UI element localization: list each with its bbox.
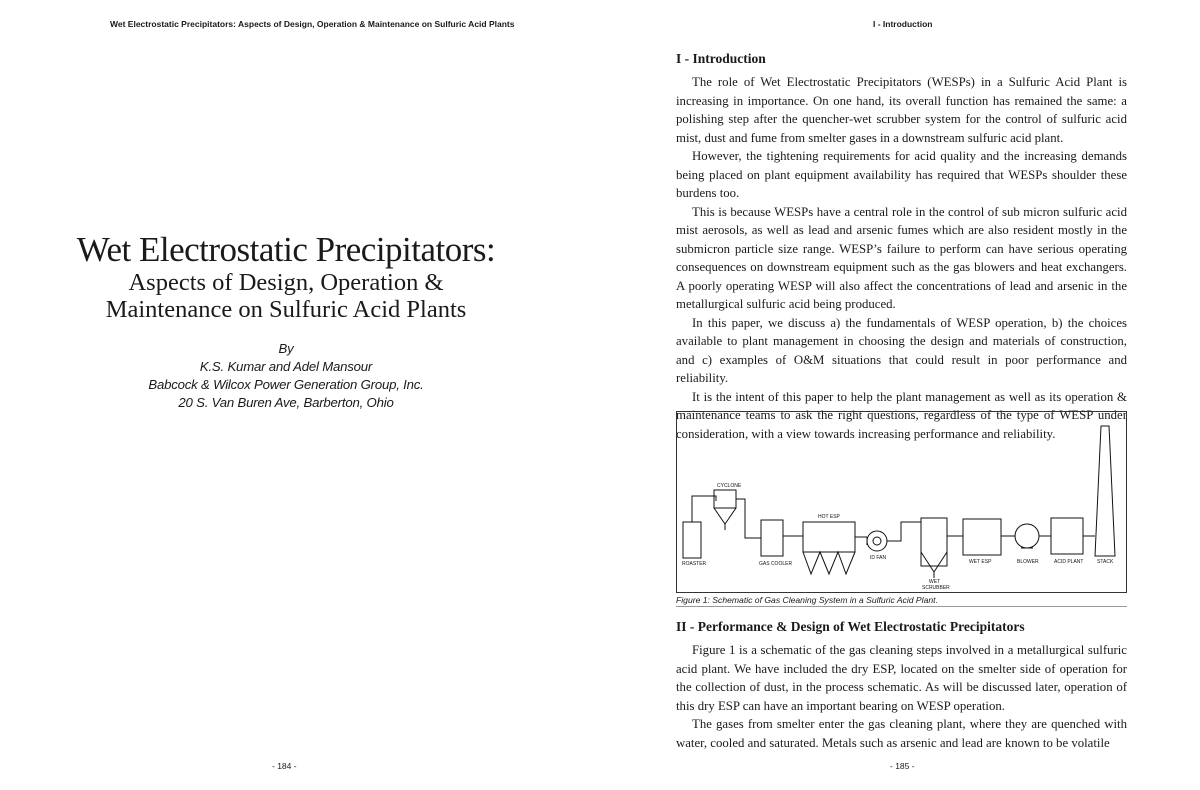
cyclone-unit — [714, 490, 736, 508]
label-wet-scrubber-2: SCRUBBER — [922, 585, 950, 591]
right-page-number: - 185 - — [890, 761, 915, 771]
acid-plant-unit — [1051, 518, 1083, 554]
paragraph: This is because WESPs have a central role in the control of sub micron sulfuric acid mist aerosols, as well as lead and arsenic fumes which are also resident mostly in the submicron particle size range. WESP’s failure to perform can have serious operating consequences on downstream equipment such as the gas blowers and heat exchangers. A poorly operating WESP will also affect the concentrations of lead and arsenic in the metallurgical sulfuric acid being produced. — [676, 204, 1127, 311]
paragraph: In this paper, we discuss a) the fundamentals of WESP operation, b) the choices available to plant management in choosing the design and materials of construction, and c) examples of O&M situations that could result in poor performance and reliability. — [676, 315, 1127, 385]
wet-esp-unit — [963, 519, 1001, 555]
label-hot-esp: HOT ESP — [818, 514, 840, 520]
figure-1-schematic — [676, 411, 1127, 593]
caption-rule — [676, 606, 1127, 607]
byline — [0, 340, 572, 412]
section-2-body — [676, 641, 1127, 752]
id-fan-unit — [867, 531, 887, 551]
paper-title — [0, 231, 572, 323]
title-line-3: Maintenance on Sulfuric Acid Plants — [105, 296, 467, 323]
section-2-heading: II - Performance & Design of Wet Electrostatic Precipitators — [676, 619, 1025, 634]
figure-1-caption: Figure 1: Schematic of Gas Cleaning System in a Sulfuric Acid Plant. — [676, 595, 938, 605]
left-page-number: - 184 - — [272, 761, 297, 771]
label-gas-cooler: GAS COOLER — [759, 561, 793, 567]
gas-cleaning-schematic — [677, 412, 1128, 594]
paragraph: Figure 1 is a schematic of the gas cleaning steps involved in a metallurgical sulfuric acid plant. We have included the dry ESP, located on the smelter side of operation for the collection of dust, in the process schematic. As will be discussed later, operation of this dry ESP can have an important bearing on WESP operation. — [676, 643, 1127, 713]
label-blower: BLOWER — [1017, 559, 1039, 565]
roaster-unit — [683, 522, 701, 558]
label-wet-scrubber-1: WET — [929, 579, 941, 585]
section-1-heading: I - Introduction — [676, 51, 766, 66]
paragraph: The gases from smelter enter the gas cleaning plant, where they are quenched with water, cooled and saturated. Metals such as arsenic and lead are known to be volatile — [676, 717, 1127, 750]
title-line-1: Wet Electrostatic Precipitators: — [76, 230, 496, 269]
label-acid-plant: ACID PLANT — [1054, 559, 1084, 565]
authors: K.S. Kumar and Adel Mansour — [199, 359, 373, 374]
address: 20 S. Van Buren Ave, Barberton, Ohio — [178, 395, 394, 410]
right-running-head: I - Introduction — [873, 19, 933, 29]
label-id-fan: ID FAN — [870, 555, 887, 561]
label-roaster: ROASTER — [682, 561, 707, 567]
hot-esp-unit — [803, 522, 855, 552]
section-1-body — [676, 73, 1127, 443]
label-stack: STACK — [1097, 559, 1114, 565]
gas-cooler-unit — [761, 520, 783, 556]
paragraph: It is the intent of this paper to help the plant management as well as its operation & maintenance teams to ask the right questions, regardless of the type of WESP under consideration, with a view towards increasing performance and reliability. — [676, 389, 1127, 441]
stack-unit — [1095, 426, 1115, 556]
by-label: By — [278, 341, 294, 356]
label-wet-esp: WET ESP — [969, 559, 992, 565]
label-cyclone: CYCLONE — [717, 483, 742, 489]
title-line-2: Aspects of Design, Operation & — [128, 269, 444, 296]
blower-unit — [1015, 524, 1039, 548]
paragraph: However, the tightening requirements for acid quality and the increasing demands being placed on plant equipment availability has required that WESPs shoulder these burdens too. — [676, 149, 1127, 200]
organization: Babcock & Wilcox Power Generation Group, Inc. — [148, 377, 424, 392]
paragraph: The role of Wet Electrostatic Precipitators (WESPs) in a Sulfuric Acid Plant is increasing in importance. On one hand, its overall function has remained the same: a polishing step after the quencher-wet scrubber system for the control of sulfuric acid mist, dust and fume from smelter gases in a downstream sulfuric acid plant. — [676, 75, 1127, 145]
left-running-head: Wet Electrostatic Precipitators: Aspects of Design, Operation & Maintenance on Sulfuric Acid Plants — [110, 19, 515, 29]
